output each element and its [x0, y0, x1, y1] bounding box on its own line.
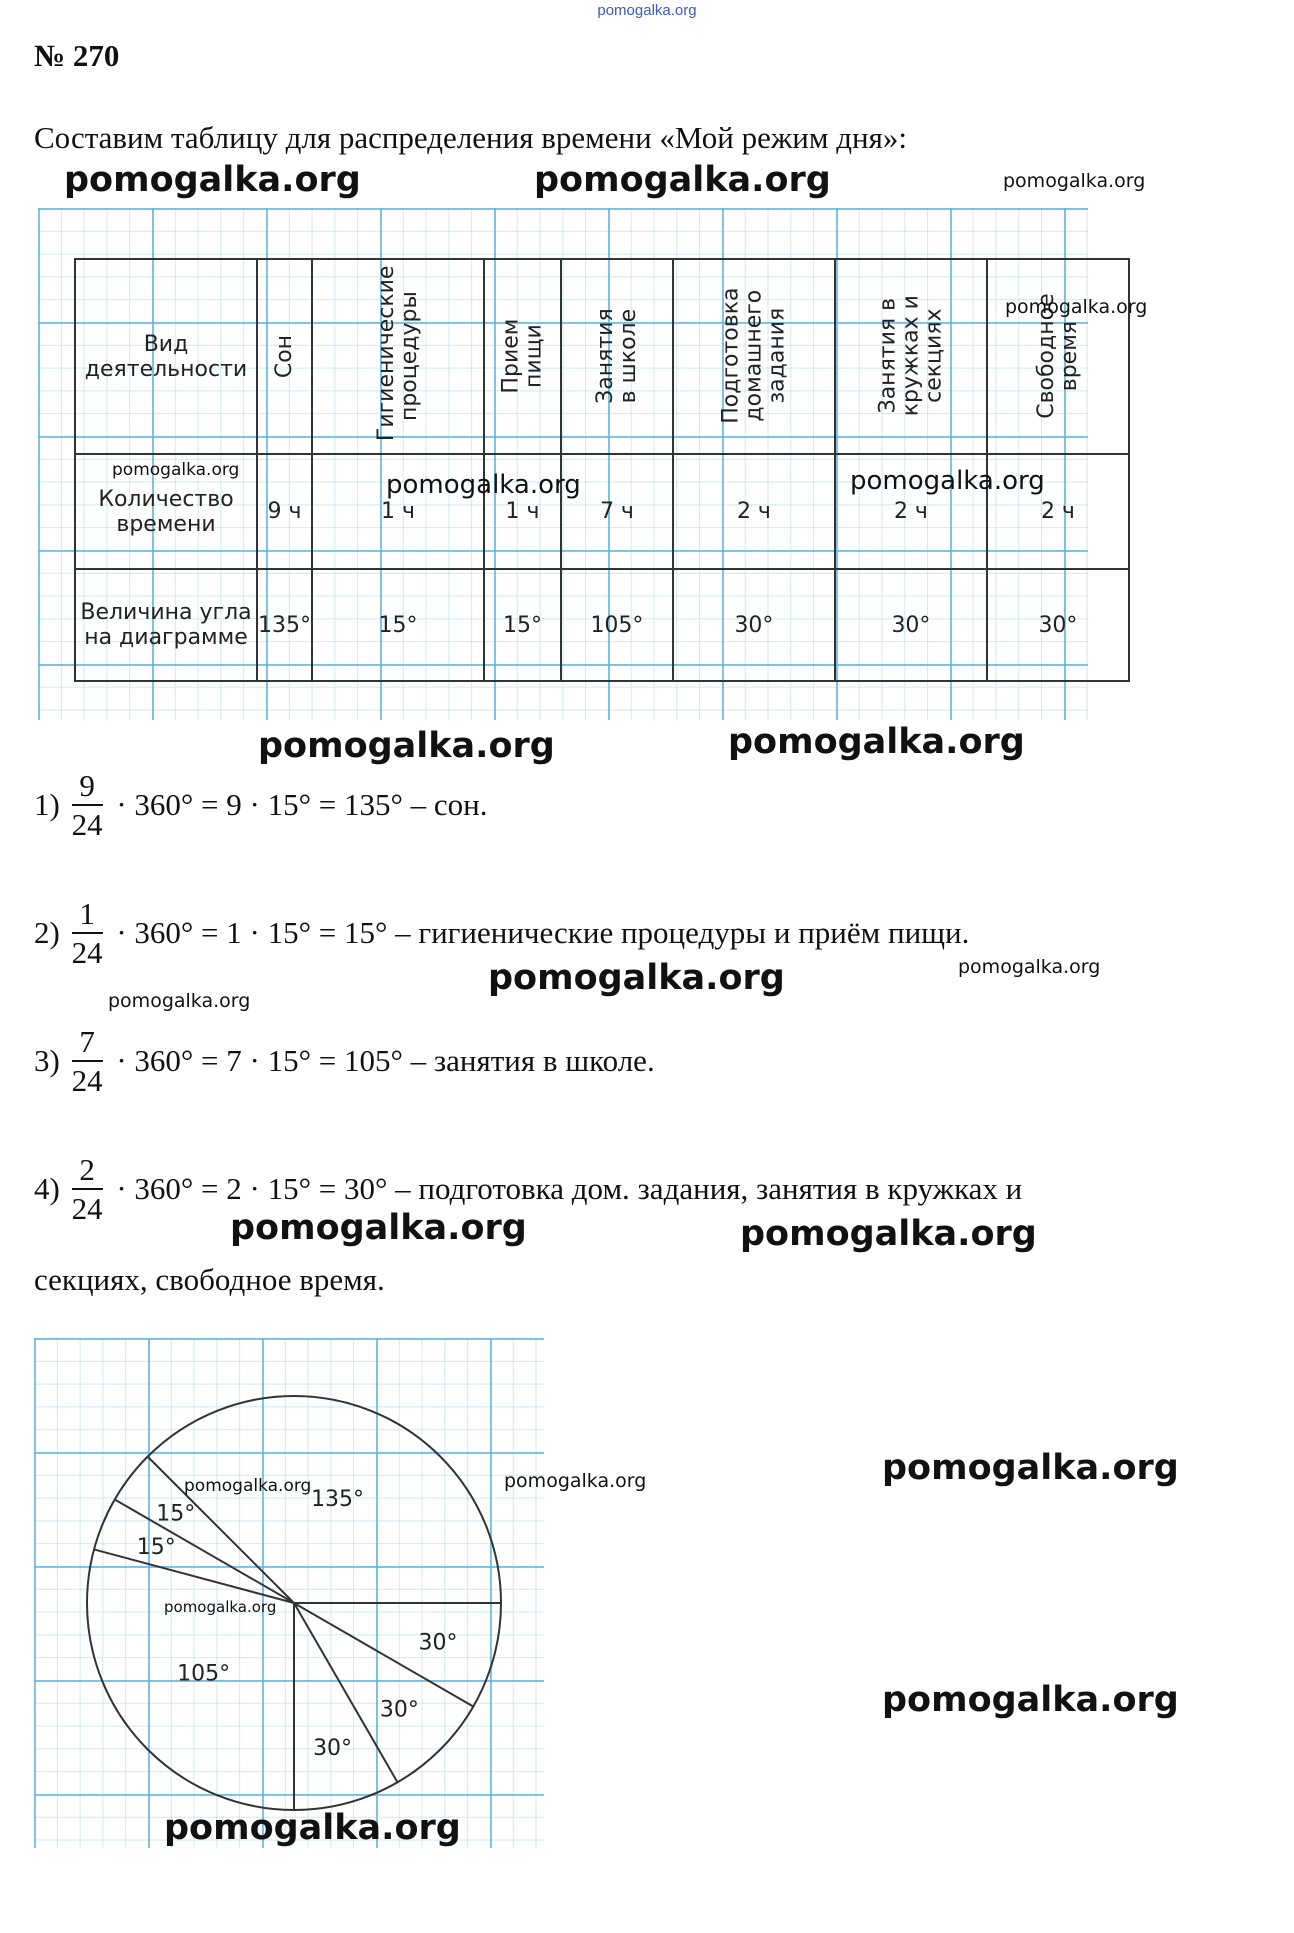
watermark: pomogalka.org	[184, 1476, 312, 1496]
angle-cell: 135°	[257, 569, 312, 681]
watermark: pomogalka.org	[534, 160, 831, 200]
activity-cell: Занятия в кружках и секциях	[835, 259, 987, 454]
intro-text: Составим таблицу для распределения времени «Мой режим дня»:	[34, 120, 907, 155]
pie-slice-label: 15°	[136, 1534, 176, 1560]
equation-1: 1) $\frac{9}{24}$ · 360° = 9 · 15° = 135° – сон.	[34, 768, 488, 842]
hours-cell: 1 ч	[484, 454, 561, 569]
pie-slice-label: 30°	[379, 1697, 419, 1723]
watermark: pomogalka.org	[728, 722, 1025, 762]
hours-cell: 2 ч	[673, 454, 835, 569]
angle-cell: 105°	[561, 569, 673, 681]
angle-cell: 15°	[484, 569, 561, 681]
watermark: pomogalka.org	[230, 1208, 527, 1248]
hours-cell: 1 ч	[312, 454, 484, 569]
watermark: pomogalka.org	[488, 958, 785, 998]
row-header-angle: Величина угла на диаграмме	[75, 569, 257, 681]
equation-4: 4) $\frac{2}{24}$ · 360° = 2 · 15° = 30° – подготовка дом. задания, занятия в кружках и	[34, 1152, 1023, 1226]
watermark: pomogalka.org	[164, 1598, 277, 1616]
watermark: pomogalka.org	[1005, 296, 1148, 318]
angle-cell: 15°	[312, 569, 484, 681]
watermark: pomogalka.org	[504, 1470, 647, 1492]
row-header-time: Количество времени	[75, 454, 257, 569]
angle-cell: 30°	[987, 569, 1129, 681]
pie-chart	[34, 1338, 544, 1848]
activity-cell: Подготовка домашнего задания	[673, 259, 835, 454]
pie-slice-label: 30°	[313, 1735, 353, 1761]
watermark: pomogalka.org	[740, 1214, 1037, 1254]
pie-slice-label: 30°	[418, 1630, 458, 1656]
activity-cell: Сон	[257, 259, 312, 454]
hours-cell: 2 ч	[835, 454, 987, 569]
activity-cell: Прием пищи	[484, 259, 561, 454]
pie-slice-label: 105°	[177, 1661, 231, 1687]
hours-cell: 9 ч	[257, 454, 312, 569]
hours-cell: 7 ч	[561, 454, 673, 569]
site-url-top[interactable]: pomogalka.org	[597, 2, 697, 19]
row-header-activity: Вид деятельности	[75, 259, 257, 454]
watermark: pomogalka.org	[386, 470, 581, 500]
watermark: pomogalka.org	[112, 460, 240, 480]
watermark: pomogalka.org	[958, 956, 1101, 978]
watermark: pomogalka.org	[164, 1808, 461, 1848]
angle-cell: 30°	[835, 569, 987, 681]
pie-slice-label: 15°	[156, 1501, 196, 1527]
watermark: pomogalka.org	[108, 990, 251, 1012]
hours-cell: 2 ч	[987, 454, 1129, 569]
equation-4-continuation: секциях, свободное время.	[34, 1262, 385, 1297]
angle-cell: 30°	[673, 569, 835, 681]
watermark: pomogalka.org	[850, 466, 1045, 496]
activity-cell: Свободное время	[987, 259, 1129, 454]
watermark: pomogalka.org	[64, 160, 361, 200]
equation-3: 3) $\frac{7}{24}$ · 360° = 7 · 15° = 105° – занятия в школе.	[34, 1024, 655, 1098]
activity-cell: Гигиенические процедуры	[312, 259, 484, 454]
watermark: pomogalka.org	[258, 726, 555, 766]
problem-number: № 270	[34, 38, 120, 73]
pie-slice-label: 135°	[311, 1486, 365, 1512]
watermark: pomogalka.org	[882, 1680, 1179, 1720]
activity-cell: Занятия в школе	[561, 259, 673, 454]
watermark: pomogalka.org	[882, 1448, 1179, 1488]
equation-2: 2) $\frac{1}{24}$ · 360° = 1 · 15° = 15° – гигиенические процедуры и приём пищи.	[34, 896, 970, 970]
watermark: pomogalka.org	[1003, 170, 1146, 192]
